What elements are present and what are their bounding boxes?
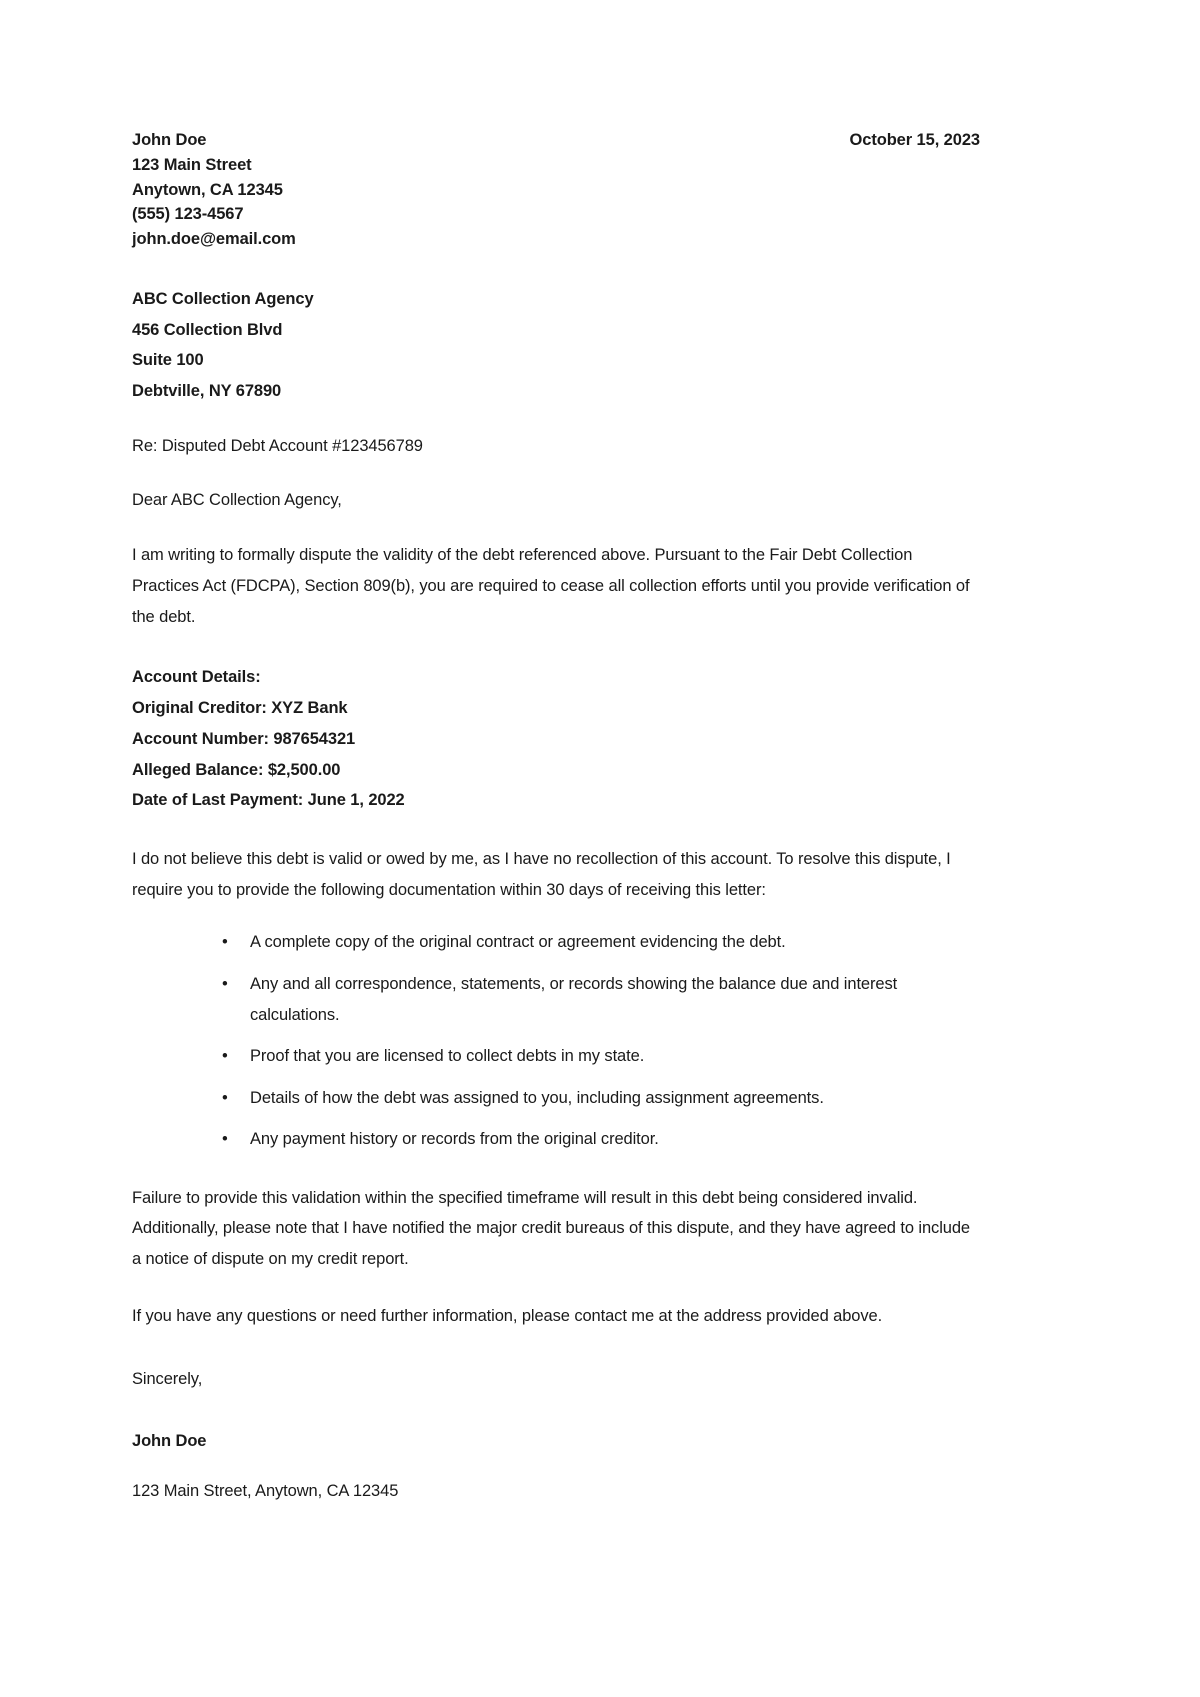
account-details-heading: Account Details: — [132, 668, 261, 687]
list-item-text: Any payment history or records from the original creditor. — [250, 1130, 659, 1149]
sender-city-state-zip: Anytown, CA 12345 — [132, 180, 283, 199]
bullet-icon: • — [222, 974, 228, 993]
request-paragraph: I do not believe this debt is valid or owed by me, as I have no recollection of this account. To resolve this dispute, I require you to provide the following documentation within 30 days of receiving this letter: — [132, 850, 951, 899]
letter-header — [132, 128, 980, 252]
list-item — [222, 1041, 980, 1072]
list-item — [222, 1083, 980, 1114]
list-item-text: Proof that you are licensed to collect debts in my state. — [250, 1047, 645, 1066]
sender-name: John Doe — [132, 131, 207, 149]
sender-phone: (555) 123-4567 — [132, 205, 244, 224]
account-details-block — [132, 662, 980, 816]
bullet-icon: • — [222, 933, 228, 952]
salutation: Dear ABC Collection Agency, — [132, 491, 342, 510]
signature-name: John Doe — [132, 1432, 207, 1451]
bullet-icon: • — [222, 1088, 228, 1107]
sender-email: john.doe@email.com — [132, 230, 296, 249]
list-item-text: Details of how the debt was assigned to you, including assignment agreements. — [250, 1088, 824, 1107]
intro-paragraph: I am writing to formally dispute the validity of the debt referenced above. Pursuant to the Fair Debt Collection Practices Act (FDCPA), Section 809(b), you are required to cease all collection efforts until you provide verification of the debt. — [132, 546, 970, 626]
account-number: Account Number: 987654321 — [132, 729, 356, 748]
sign-off: Sincerely, — [132, 1370, 203, 1389]
letter-content — [132, 128, 980, 1503]
bullet-icon: • — [222, 1047, 228, 1066]
list-item-text: Any and all correspondence, statements, or records showing the balance due and interest calculations. — [250, 974, 898, 1024]
account-date-last-payment: Date of Last Payment: June 1, 2022 — [132, 791, 405, 810]
recipient-company: ABC Collection Agency — [132, 289, 314, 308]
recipient-address-block — [132, 284, 980, 406]
account-original-creditor: Original Creditor: XYZ Bank — [132, 698, 348, 717]
list-item — [222, 1124, 980, 1155]
bullet-icon: • — [222, 1130, 228, 1149]
list-item — [222, 969, 980, 1030]
recipient-suite: Suite 100 — [132, 351, 204, 370]
failure-paragraph: Failure to provide this validation within the specified timeframe will result in this debt being considered invalid. Additionally, please note that I have notified the major credit bureaus of this dispute, and they have agreed to include a notice of dispute on my credit report. — [132, 1188, 970, 1269]
documentation-list — [132, 927, 980, 1155]
contact-paragraph: If you have any questions or need further information, please contact me at the address provided above. — [132, 1306, 883, 1325]
subject-line: Re: Disputed Debt Account #123456789 — [132, 437, 423, 456]
recipient-city-state-zip: Debtville, NY 67890 — [132, 381, 282, 400]
signature-address: 123 Main Street, Anytown, CA 12345 — [132, 1482, 399, 1501]
list-item — [222, 927, 980, 958]
letter-date: October 15, 2023 — [849, 131, 980, 149]
recipient-street: 456 Collection Blvd — [132, 320, 283, 339]
sender-address-block — [132, 128, 296, 252]
list-item-text: A complete copy of the original contract or agreement evidencing the debt. — [250, 933, 786, 952]
sender-street: 123 Main Street — [132, 155, 252, 174]
account-alleged-balance: Alleged Balance: $2,500.00 — [132, 760, 341, 779]
